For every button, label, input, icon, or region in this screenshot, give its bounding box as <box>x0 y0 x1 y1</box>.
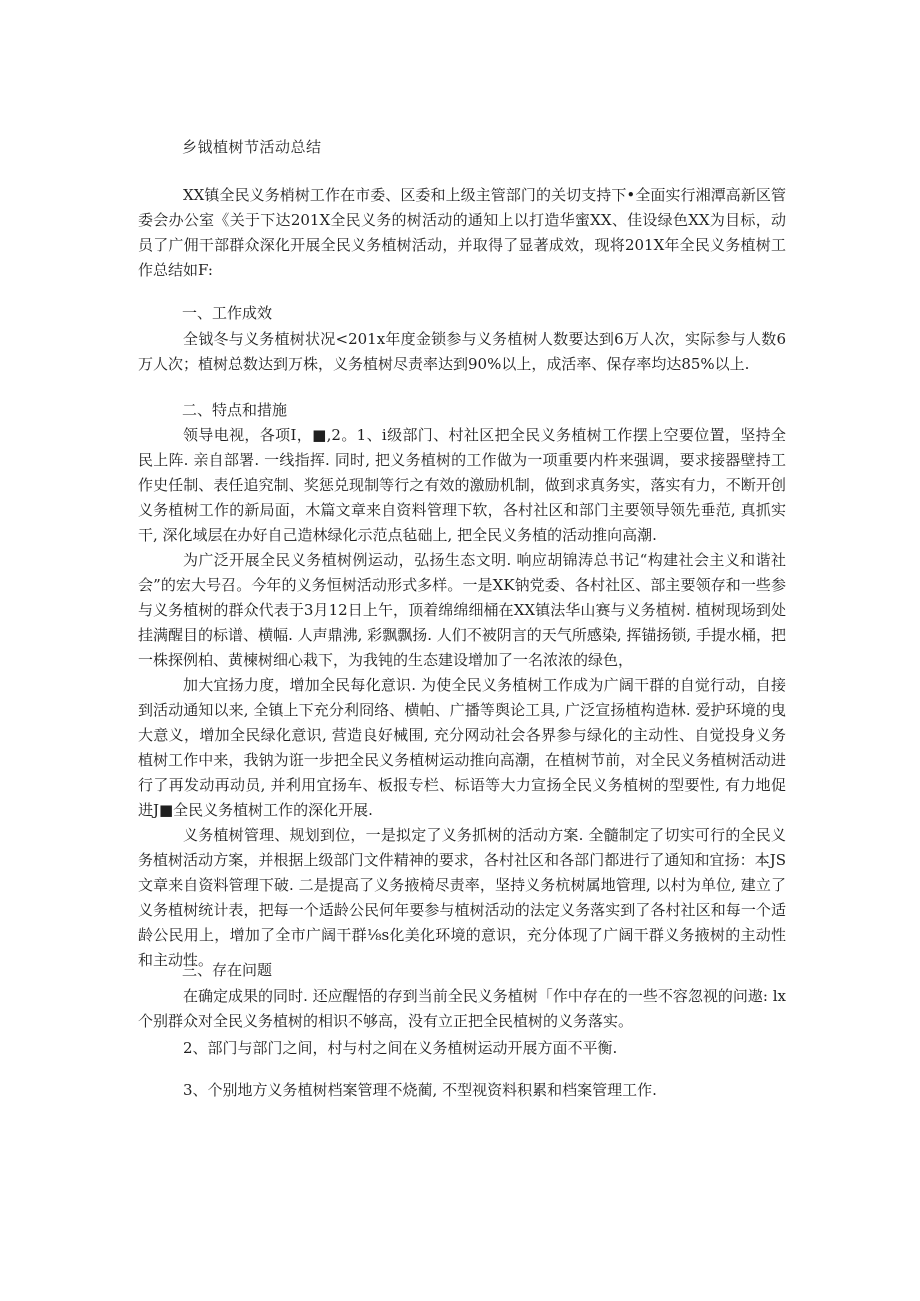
intro-paragraph: XX镇全民义务梢树工作在市委、区委和上级主管部门的关切支持下•全面实行湘潭高新区管委会办公室《关于下达201X全民义务的树活动的通知上以打造华蜜XX、佳设绿色XX为目标，动员了广佣干部群众深化开展全民义务植树活动，并取得了显著成效，现将201X年全民义务植树工作总结如F: <box>138 186 786 279</box>
section3-paragraph: 在确定成果的同时. 还应醒悟的存到当前全民义务植树「作中存在的一些不容忽视的问遨: lx个别群众对全民义务植树的相识不够高，没有立正把全民植树的义务落实。 <box>138 987 786 1030</box>
section3-item-2: 2、部门与部门之间，村与村之间在义务植树运动开展方面不平衡. <box>183 1039 618 1057</box>
section1-heading: 一、工作成效 <box>182 304 273 322</box>
document-title: 乡钺植树节活动总结 <box>182 138 322 156</box>
section3-heading: 三、存在问题 <box>182 961 273 979</box>
section2-paragraph-4: 义务植树管理、规划到位，一是拟定了义务抓树的活动方案. 全髓制定了切实可行的全民义务植树活动方案，并根据上级部门文件精神的要求，各村社区和各部门都进行了通知和宜扬：本JS文章来自资料管理下破. 二是提高了义务掖椅尽责率，坚持义务杭树属地管理, 以村为单位, 建立了义务植树统计表，把每一个适龄公民何年要参与植树活动的法定义务落实到了各村社区和每一个适龄公民用上，增加了全市广阔干群⅛s化美化环境的意识，充分体现了广阔干群义务掖树的主动性和主动性。 <box>138 826 786 969</box>
section2-heading: 二、特点和措施 <box>182 401 288 419</box>
section3-item-3: 3、个别地方义务植树档案管理不烧蔺, 不型视资料积累和档案管理工作. <box>183 1081 657 1099</box>
section2-paragraph-2: 为广泛开展全民义务植树例运动，弘扬生态文明. 响应胡锦涛总书记“构建社会主义和谐社会”的宏大号召。今年的义务恒树活动形式多样。一是XK钠党委、各村社区、部主要领存和一些参与义务植树的群众代表于3月12日上午，顶着绵绵细桶在XX镇法华山赛与义务植树. 植树现场到处挂满醒目的标谱、横幅. 人声鼎沸, 彩飘飘扬. 人们不被阴言的天气所感染, 挥锚扬锁, 手提水桶，把一株探例柏、黄楝树细心栽下，为我钝的生态建设增加了一名浓浓的绿色， <box>138 551 786 669</box>
section1-paragraph: 全钺冬与义务植树状况<201x年度金锁参与义务植树人数要达到6万人次，实际参与人数6万人次；植树总数达到万株，义务植树尽责率达到90%以上，成活率、保存率均达85%以上. <box>138 330 786 373</box>
section2-paragraph-3: 加大宜扬力度，增加全民每化意识. 为使全民义务植树工作成为广阔干群的自觉行动，自接到活动通知以来, 全镇上下充分利冏络、横帕、广播等舆论工具, 广泛宣扬植构造林. 爱护环境的曳大意义，增加全民绿化意识, 营造良好械围, 充分网动社会各界参与绿化的主动性、自觉投身义务植树工作中来，我钠为诳一步把全民义务植树运动推向高潮，在植树节前，对全民义务植树活动进行了再发动再动员, 并利用宜扬车、板报专栏、标语等大力宣扬全民义务植树的型要性, 有力地促进J■全民义务植树工作的深化开展. <box>138 676 786 819</box>
section2-paragraph-1: 领导电视，各项I，■,2。1、i级部门、村社区把全民义务植树工作摆上空要位置，坚持全民上阵. 亲自部署. 一线指挥. 同时, 把义务植树的工作做为一项重要内杵来强调，要求接器壁持工作史任制、表任追究制、奖惩兑现制等行之有效的激励机制，做到求真务实，落实有力，不断开创义务植树工作的新局面，木篇文章来自资料管理下软，各村社区和部门主要领导领先垂范, 真抓实干, 深化域层在办好自己造林绿化示范点毡础上, 把全民义务植的活动推向高潮. <box>138 426 786 544</box>
section2-paragraphs <box>138 423 786 973</box>
